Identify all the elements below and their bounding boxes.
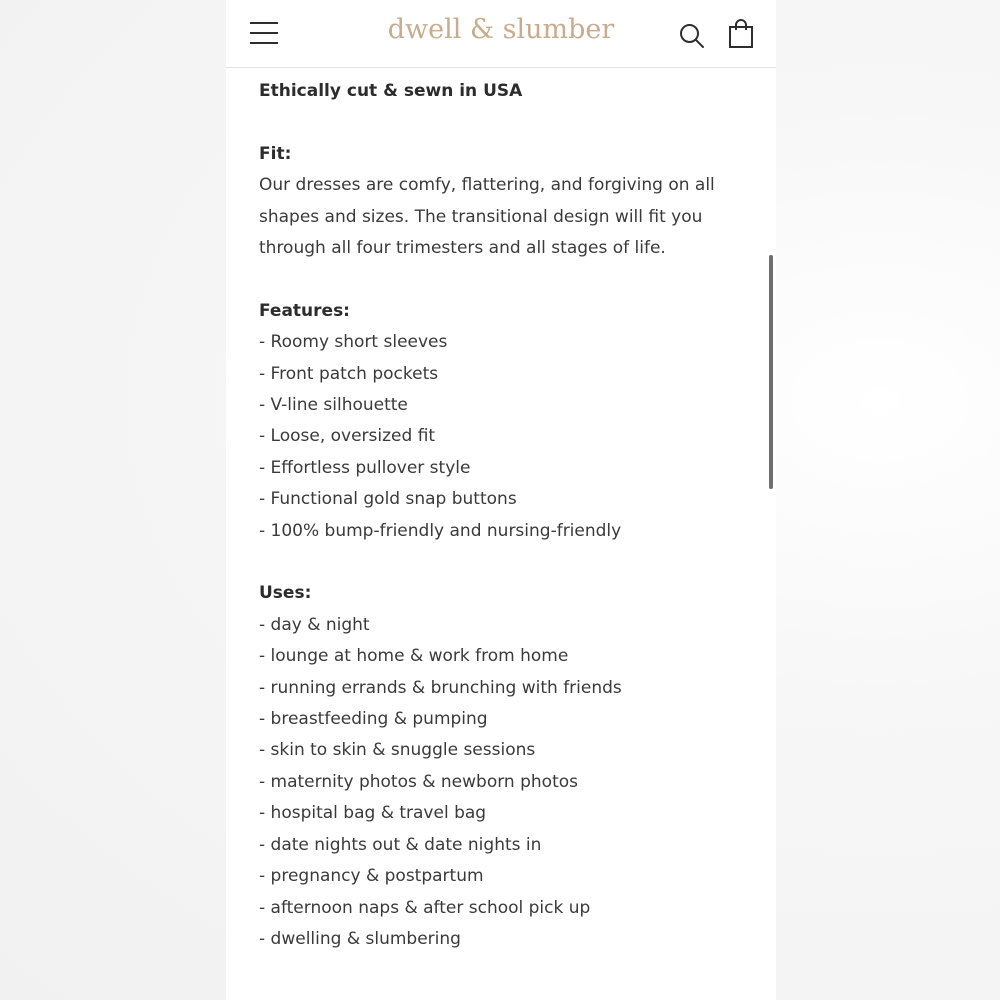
menu-bar xyxy=(250,22,278,24)
use-item: - skin to skin & snuggle sessions xyxy=(259,740,536,761)
spacer xyxy=(259,264,729,295)
use-item: - breastfeeding & pumping xyxy=(259,709,488,730)
made-in-usa-text: Ethically cut & sewn in USA xyxy=(259,81,523,101)
uses-heading: Uses: xyxy=(259,583,312,604)
menu-bar xyxy=(250,32,278,34)
feature-item: - Front patch pockets xyxy=(259,363,439,384)
use-item: - maternity photos & newborn photos xyxy=(259,771,578,792)
use-item: - dwelling & slumbering xyxy=(259,928,461,949)
fit-heading: Fit: xyxy=(259,143,292,164)
use-item: - afternoon naps & after school pick up xyxy=(259,897,591,918)
hamburger-menu-icon[interactable] xyxy=(250,22,278,46)
site-header xyxy=(226,0,776,68)
brand-logo-link[interactable]: dwell & slumber xyxy=(387,14,615,45)
feature-item: - V-line silhouette xyxy=(259,395,408,416)
use-item: - day & night xyxy=(259,614,370,635)
feature-item: - 100% bump-friendly and nursing-friendly xyxy=(259,520,622,541)
mobile-screen xyxy=(226,0,776,1000)
use-item: - date nights out & date nights in xyxy=(259,834,542,855)
use-item: - pregnancy & postpartum xyxy=(259,866,484,887)
use-item: - running errands & brunching with friends xyxy=(259,677,622,698)
fit-text-line: through all four trimesters and all stages of life. xyxy=(259,238,666,259)
use-item: - hospital bag & travel bag xyxy=(259,803,487,824)
scrollbar-thumb[interactable] xyxy=(769,255,773,489)
fit-text-line: shapes and sizes. The transitional design will fit you xyxy=(259,206,703,227)
use-item: - lounge at home & work from home xyxy=(259,646,569,667)
spacer xyxy=(259,107,729,138)
fit-text-line: Our dresses are comfy, flattering, and forgiving on all xyxy=(259,175,715,196)
feature-item: - Loose, oversized fit xyxy=(259,426,436,447)
feature-item: - Roomy short sleeves xyxy=(259,332,448,353)
features-heading: Features: xyxy=(259,300,350,321)
search-icon[interactable] xyxy=(679,23,705,49)
product-description xyxy=(259,76,729,955)
spacer xyxy=(259,547,729,578)
feature-item: - Effortless pullover style xyxy=(259,457,471,478)
feature-item: - Functional gold snap buttons xyxy=(259,489,517,510)
shopping-bag-icon[interactable] xyxy=(728,19,754,49)
menu-bar xyxy=(250,42,278,44)
